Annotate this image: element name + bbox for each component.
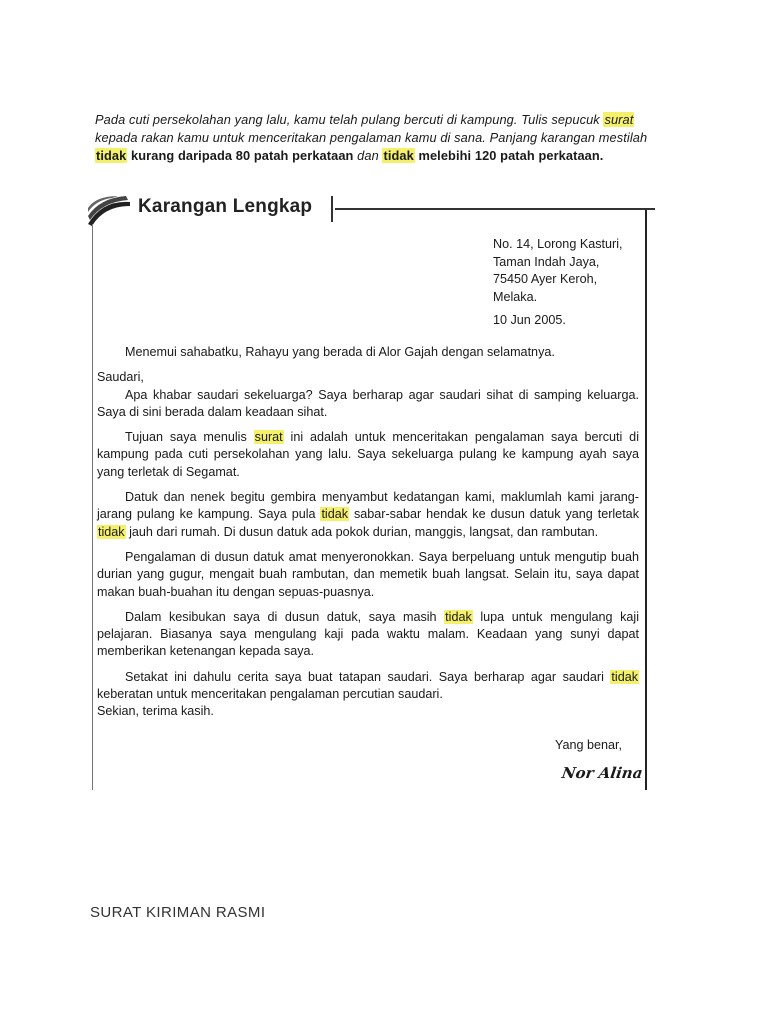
p5-part-b: lupa untuk mengulang kaji pelajaran. Biasanya saya mengulang kaji pada waktu malam. Keadaan yang sunyi dapat memberikan ketenangan kepada saya.: [97, 609, 640, 659]
p5-highlight: tidak: [445, 609, 472, 624]
paragraph-1: Apa khabar saudari sekeluarga? Saya berharap agar saudari sihat di samping keluarga. Saya di sini berada dalam keadaan sihat.: [97, 387, 639, 419]
instruction-text: [95, 111, 665, 165]
instruction-part-2: kepada rakan kamu untuk menceritakan pengalaman kamu di sana. Panjang karangan mestilah: [95, 130, 648, 145]
address-line-1: No. 14, Lorong Kasturi,: [493, 237, 623, 251]
instruction-part-4: melebihi 120 patah perkataan.: [414, 148, 604, 163]
p6-part-a: Setakat ini dahulu cerita saya buat tatapan saudari. Saya berharap agar saudari: [125, 669, 611, 684]
sender-address: [493, 236, 623, 306]
instruction-part-3b: dan: [353, 148, 383, 163]
address-line-4: Melaka.: [493, 289, 538, 304]
header-divider: [331, 196, 333, 222]
stripes-decoration-icon: [88, 196, 130, 226]
frame-right-border: [645, 210, 647, 790]
p3-highlight-2: tidak: [98, 524, 125, 539]
frame-left-border: [92, 224, 93, 790]
salutation: Saudari,: [97, 370, 144, 385]
p5-part-a: Dalam kesibukan saya di dusun datuk, saya masih: [125, 609, 445, 624]
letter-date: 10 Jun 2005.: [493, 313, 566, 327]
address-line-3: 75450 Ayer Keroh,: [493, 272, 598, 286]
highlight-tidak-1: tidak: [96, 148, 127, 163]
paragraph-5: [97, 609, 639, 661]
paragraph-7: Sekian, terima kasih.: [97, 704, 214, 719]
paragraph-2: [97, 429, 639, 481]
section-header: [88, 192, 658, 232]
paragraph-3: [97, 489, 639, 541]
section-title: Karangan Lengkap: [138, 196, 313, 217]
p2-part-b: ini adalah untuk menceritakan pengalaman saya bercuti di kampung pada cuti persekolahan yang lalu. Saya sekeluarga pulang ke kampung ayah saya yang terletak di Segamat.: [97, 430, 639, 479]
address-line-2: Taman Indah Jaya,: [493, 254, 600, 269]
highlight-tidak-2: tidak: [383, 148, 414, 163]
closing-line: Yang benar,: [555, 738, 622, 752]
p2-highlight: surat: [254, 430, 283, 445]
p3-highlight-1: tidak: [321, 507, 349, 522]
instruction-part-1: Pada cuti persekolahan yang lalu, kamu telah pulang bercuti di kampung. Tulis sepucuk: [95, 112, 604, 127]
p2-part-a: Tujuan saya menulis: [125, 430, 254, 445]
signature: Nor Alina: [560, 764, 644, 782]
p3-part-b: sabar-sabar hendak ke dusun datuk yang terletak: [349, 507, 639, 522]
paragraph-4: Pengalaman di dusun datuk amat menyeronokkan. Saya berpeluang untuk mengutip buah durian yang gugur, mengait buah rambutan, dan memetik buah langsat. Selain itu, saya dapat makan buah-buahan itu dengan sepuas-puasnya.: [97, 549, 639, 599]
page-caption: SURAT KIRIMAN RASMI: [90, 904, 266, 921]
highlight-surat: surat: [604, 112, 634, 127]
p3-part-c: jauh dari rumah. Di dusun datuk ada pokok durian, manggis, langsat, dan rambutan.: [125, 524, 599, 539]
instruction-part-3: kurang daripada 80 patah perkataan: [127, 148, 354, 163]
header-rule: [335, 208, 655, 210]
p6-highlight: tidak: [611, 669, 638, 684]
p3-part-a: Datuk dan nenek begitu gembira menyambut kedatangan kami, maklumlah kami jarang-jarang pulang ke kampung. Saya pula: [97, 490, 639, 522]
letter-body: [97, 344, 639, 721]
paragraph-6: [97, 669, 639, 704]
recipient-line: Menemui sahabatku, Rahayu yang berada di Alor Gajah dengan selamatnya.: [125, 345, 555, 359]
p6-part-b: keberatan untuk menceritakan pengalaman percutian saudari.: [97, 687, 443, 702]
